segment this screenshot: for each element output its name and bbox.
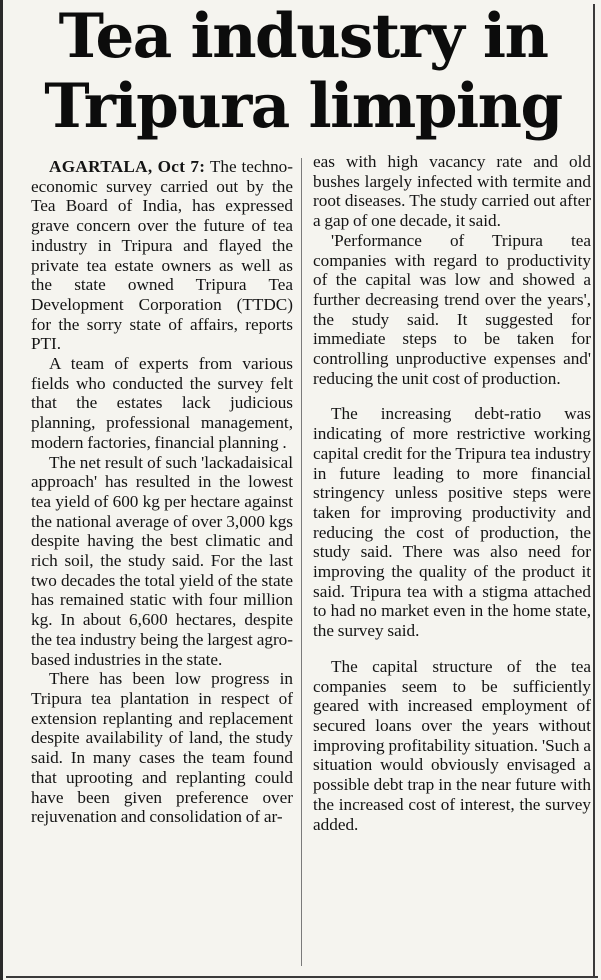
headline-line-1: Tea industry in [58, 1, 548, 72]
paragraph-3: The net result of such 'lackadaisical approach' has resulted in the lowest tea yield of 600 kg per hectare against the national average of over 3,000 kgs despite having the best climatic and rich soil, the study said. For the last two decades the total yield of the state has remained static with four million kg. In about 6,600 hectares, despite the tea industry being the largest agro-based industries in the state. [31, 452, 293, 669]
right-border-rule [593, 4, 595, 976]
dateline: AGARTALA, Oct 7: [49, 157, 206, 176]
paragraph-4-continued: eas with high vacancy rate and old bushes largely infected with termite and root diseases. The study carried out after a gap of one decade, it said. [313, 152, 591, 231]
article-column-left [31, 157, 293, 827]
paragraph-1-text: The techno-economic survey carried out by the Tea Board of India, has expressed grave concern over the future of tea industry in Tripura and flayed the private tea estate owners as well as the state owned Tripura Tea Development Corporation (TTDC) for the sorry state of affairs, reports PTI. [31, 157, 293, 354]
paragraph-5: 'Performance of Tripura tea companies with regard to productivity of the capital was low and showed a further decreasing trend over the years', the study said. It suggested for immediate steps to be taken for controlling unproductive expenses and' reducing the unit cost of production. [313, 230, 591, 388]
column-divider [301, 158, 302, 966]
paragraph-4: There has been low progress in Tripura tea plantation in respect of extension replanting and replacement despite availability of land, the study said. In many cases the team found that uprooting and replanting could have been given preference over rejuvenation and consolidation of ar- [31, 669, 293, 827]
paragraph-6: The increasing debt-ratio was indicating of more restrictive working capital credit for the Tripura tea industry in future leading to more financial stringency unless positive steps were taken for improving productivity and reducing the cost of production, the study said. There was also need for improving the quality of the product it said. Tripura tea with a stigma attached to had no market even in the home state, the survey said. [313, 404, 591, 641]
paragraph-2: A team of experts from various fields who conducted the survey felt that the estates lack judicious planning, professional management, modern factories, financial planning . [31, 354, 293, 452]
paragraph-1 [31, 157, 293, 354]
headline-line-2: Tripura limping [44, 71, 562, 142]
article-column-right [313, 152, 591, 834]
bottom-border-rule [6, 976, 598, 978]
paragraph-7: The capital structure of the tea companies seem to be sufficiently geared with increased employment of secured loans over the years without improving profitability situation. 'Such a situation would obviously envisaged a possible debt trap in the near future with the increased cost of interest, the survey added. [313, 656, 591, 834]
headline [13, 2, 593, 142]
